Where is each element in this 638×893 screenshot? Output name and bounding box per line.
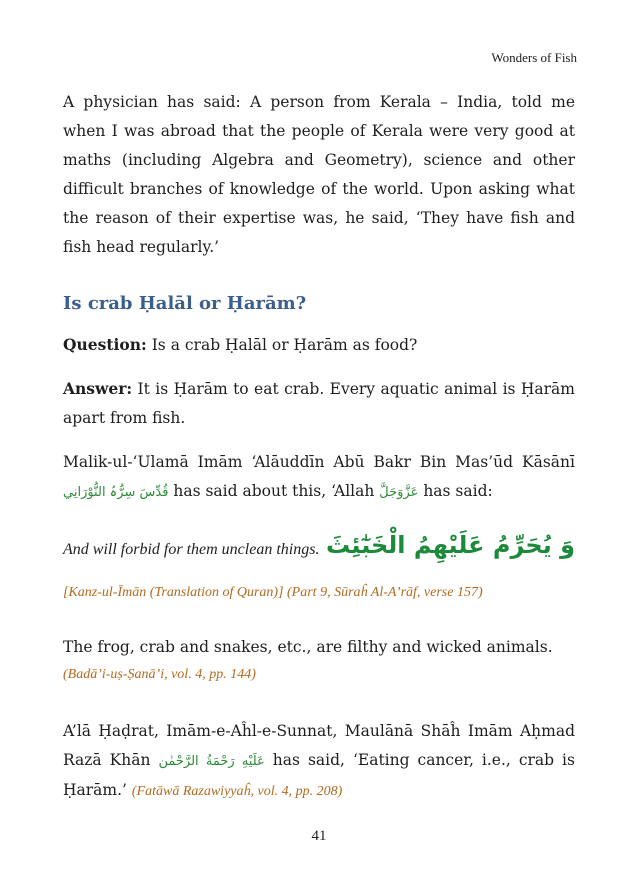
honorific-allah: عَزَّوَجَلَّ <box>379 485 419 500</box>
answer-label: Answer: <box>63 379 133 398</box>
page-number: 41 <box>311 828 327 844</box>
question-text: Is a crab Ḥalāl or Ḥarām as food? <box>151 336 418 354</box>
quote-translation: And will forbid for them unclean things. <box>63 541 320 558</box>
ahla-text-2: has said, ‘Eating cancer, i.e., crab is Ḥarām.’ <box>63 751 575 799</box>
ahla-text-1: A’lā Ḥaḍrat, Imām-e-Aĥl-e-Sunnat, Maulānā Shāĥ Imām Aḥmad Razā Khān <box>63 722 575 769</box>
intro-paragraph: A physician has said: A person from Kerala – India, told me when I was abroad that the people of Kerala were very good at maths (including Algebra and Geometry), science and other difficult branches of knowledge of the world. Upon asking what the reason of their expertise was, he said, ‘They have fish and fish head regularly.’ <box>63 93 575 256</box>
malik-text-2: has said about this, ‘Allah <box>173 482 375 500</box>
malik-text-3: has said: <box>423 482 493 500</box>
quote-reference: [Kanz-ul-Īmān (Translation of Quran)] (Part 9, Sūraĥ Al-A’rāf, verse 157) <box>63 585 483 600</box>
answer-paragraph <box>63 374 575 433</box>
question-paragraph <box>63 330 575 360</box>
frog-reference: (Badā’i-uṣ-Ṣanā’i, vol. 4, pp. 144) <box>63 667 256 682</box>
frog-paragraph: The frog, crab and snakes, etc., are filthy and wicked animals. <box>63 638 553 656</box>
section-heading: Is crab Ḥalāl or Ḥarām? <box>63 293 307 314</box>
question-label: Question: <box>63 335 147 354</box>
ahla-reference: (Fatāwā Razawiyyaĥ, vol. 4, pp. 208) <box>131 784 343 799</box>
malik-text-1: Malik-ul-‘Ulamā Imām ‘Alāuddīn Abū Bakr Bin Mas’ūd Kāsānī <box>63 453 575 471</box>
quote-arabic: وَ يُحَرِّمُ عَلَيْهِمُ الْخَبٰٓئِثَ <box>326 531 575 559</box>
honorific-2: عَلَيْهِ رَحْمَةُ الرَّحْمٰن <box>158 754 265 769</box>
malik-paragraph <box>63 448 575 507</box>
quran-quote <box>63 531 575 571</box>
running-title: Wonders of Fish <box>491 50 577 65</box>
answer-text: It is Ḥarām to eat crab. Every aquatic animal is Ḥarām apart from fish. <box>63 380 575 427</box>
ahla-paragraph <box>63 717 575 806</box>
honorific-1: قُدِّسَ سِرُّہُ النُّوْرَانِي <box>63 485 169 500</box>
